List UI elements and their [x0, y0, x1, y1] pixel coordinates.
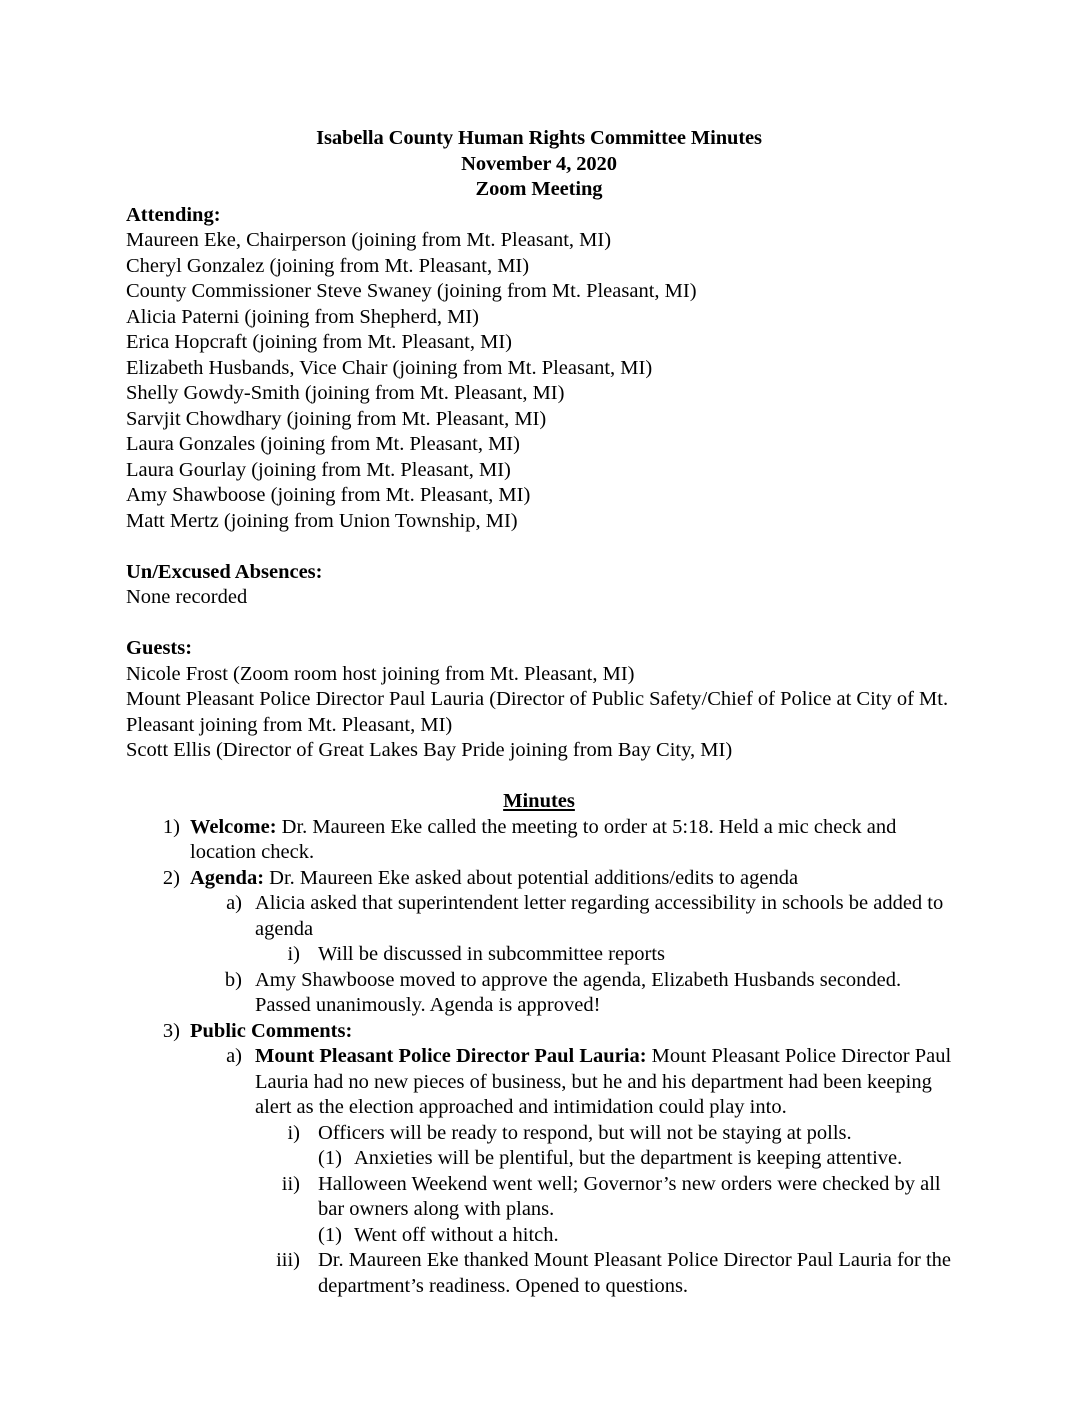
list-item-text: Officers will be ready to respond, but will not be staying at polls. [318, 1121, 852, 1144]
attendee-item: Sarvjit Chowdhary (joining from Mt. Pleasant, MI) [126, 407, 547, 430]
section-spacer [126, 764, 952, 790]
minutes-item [126, 1172, 952, 1223]
list-marker: ii) [281, 1172, 300, 1195]
list-item-lead: Public Comments: [190, 1019, 353, 1042]
attendee-item: Erica Hopcraft (joining from Mt. Pleasant, MI) [126, 331, 512, 353]
section-spacer [126, 611, 952, 637]
list-item-lead: Welcome: [190, 815, 277, 838]
list-marker: 3) [162, 1019, 180, 1042]
absence-item: None recorded [126, 586, 248, 608]
list-marker: a) [226, 1045, 242, 1067]
list-item-text: Alicia asked that superintendent letter regarding accessibility in schools be added to agenda [255, 892, 944, 940]
attendee-item: County Commissioner Steve Swaney (joining from Mt. Pleasant, MI) [126, 280, 697, 302]
list-marker: a) [226, 892, 242, 914]
minutes-item [126, 1121, 952, 1147]
list-marker: (1) [318, 1223, 342, 1246]
list-marker: 1) [162, 815, 180, 838]
minutes-heading [126, 789, 952, 815]
minutes-item [126, 1248, 952, 1299]
guest-item: Mount Pleasant Police Director Paul Lauria (Director of Public Safety/Chief of Police at City of Mt. Pleasant joining from Mt. Pleasant, MI) [126, 688, 949, 736]
attendee-item: Alicia Paterni (joining from Shepherd, MI) [126, 305, 479, 328]
list-item-text: Dr. Maureen Eke asked about potential additions/edits to agenda [264, 866, 799, 889]
list-item-text: Went off without a hitch. [354, 1223, 559, 1246]
list-item-text: Dr. Maureen Eke thanked Mount Pleasant Police Director Paul Lauria for the department’s readiness. Opened to questions. [318, 1249, 952, 1297]
minutes-heading-text: Minutes [503, 790, 575, 812]
attendee-item: Shelly Gowdy-Smith (joining from Mt. Pleasant, MI) [126, 382, 565, 404]
document-title-block [126, 126, 952, 203]
list-item-text: Dr. Maureen Eke called the meeting to order at 5:18. Held a mic check and location check. [190, 815, 897, 863]
list-item-text: Will be discussed in subcommittee reports [318, 943, 666, 965]
attendee-item: Elizabeth Husbands, Vice Chair (joining from Mt. Pleasant, MI) [126, 356, 653, 379]
document-meeting-type: Zoom Meeting [475, 178, 603, 200]
list-marker: 2) [162, 866, 180, 889]
section-spacer [126, 534, 952, 560]
list-marker: i) [287, 1121, 300, 1144]
attending-heading: Attending: [126, 203, 221, 226]
guest-item: Nicole Frost (Zoom room host joining from Mt. Pleasant, MI) [126, 662, 635, 685]
attendee-item: Cheryl Gonzalez (joining from Mt. Pleasant, MI) [126, 254, 530, 277]
list-marker: iii) [276, 1249, 300, 1271]
list-marker: (1) [318, 1147, 342, 1169]
guests-heading: Guests: [126, 637, 193, 659]
attendee-item: Maureen Eke, Chairperson (joining from Mt. Pleasant, MI) [126, 229, 612, 251]
list-item-lead: Agenda: [190, 866, 265, 889]
minutes-item [126, 968, 952, 1019]
list-item-text: Amy Shawboose moved to approve the agenda, Elizabeth Husbands seconded. Passed unanimously. Agenda is approved! [255, 968, 902, 1016]
minutes-item [126, 1223, 952, 1249]
minutes-item [126, 815, 952, 866]
list-item-text: Mount Pleasant Police Director Paul Lauria had no new pieces of business, but he and his department had been keeping alert as the election approached and intimidation could play into. [255, 1045, 952, 1118]
attendee-item: Amy Shawboose (joining from Mt. Pleasant, MI) [126, 484, 531, 506]
attendee-item: Laura Gourlay (joining from Mt. Pleasant, MI) [126, 458, 511, 481]
list-item-text: Anxieties will be plentiful, but the department is keeping attentive. [354, 1147, 903, 1169]
guest-item: Scott Ellis (Director of Great Lakes Bay Pride joining from Bay City, MI) [126, 739, 733, 761]
document-date: November 4, 2020 [461, 152, 617, 175]
document-title: Isabella County Human Rights Committee Minutes [316, 127, 762, 149]
list-item-lead: Mount Pleasant Police Director Paul Lauria: [255, 1045, 647, 1067]
attendee-item: Laura Gonzales (joining from Mt. Pleasant, MI) [126, 433, 520, 455]
list-marker: b) [224, 968, 242, 991]
minutes-item [126, 1146, 952, 1172]
minutes-item [126, 891, 952, 942]
minutes-item [126, 1044, 952, 1121]
list-marker: i) [287, 943, 300, 965]
list-item-text: Halloween Weekend went well; Governor’s new orders were checked by all bar owners along with plans. [318, 1172, 941, 1220]
absences-heading: Un/Excused Absences: [126, 560, 323, 583]
document-body [126, 126, 952, 1299]
attendee-item: Matt Mertz (joining from Union Township, MI) [126, 509, 518, 532]
minutes-item [126, 866, 952, 892]
minutes-item [126, 1019, 952, 1045]
minutes-item [126, 942, 952, 968]
